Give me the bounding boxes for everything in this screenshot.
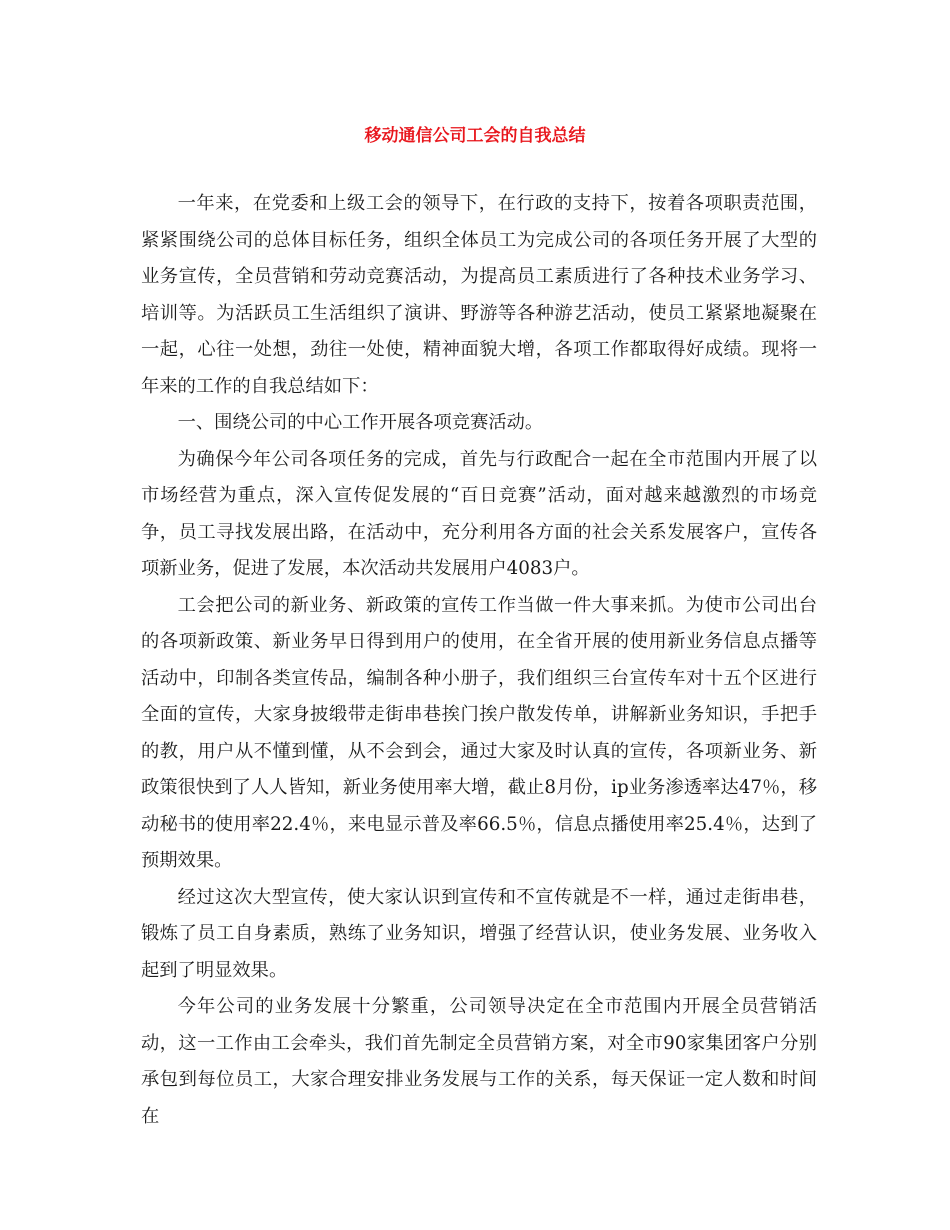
document-body — [141, 186, 817, 1135]
document-title: 移动通信公司工会的自我总结 — [364, 126, 586, 146]
paragraph-intro: 一年来，在党委和上级工会的领导下，在行政的支持下，按着各项职责范围，紧紧围绕公司的总体目标任务，组织全体员工为完成公司的各项任务开展了大型的业务宣传，全员营销和劳动竞赛活动，为提高员工素质进行了各种技术业务学习、培训等。为活跃员工生活组织了演讲、野游等各种游艺活动，使员工紧紧地凝聚在一起，心往一处想，劲往一处使，精神面貌大增，各项工作都取得好成绩。现将一年来的工作的自我总结如下： — [141, 193, 817, 397]
paragraph-marketing: 今年公司的业务发展十分繁重，公司领导决定在全市范围内开展全员营销活动，这一工作由工会牵头，我们首先制定全员营销方案，对全市90家集团客户分别承包到每位员工，大家合理安排业务发展与工作的关系，每天保证一定人数和时间在 — [141, 996, 817, 1127]
paragraph-promotion: 工会把公司的新业务、新政策的宣传工作当做一件大事来抓。为使市公司出台的各项新政策、新业务早日得到用户的使用，在全省开展的使用新业务信息点播等活动中，印制各类宣传品，编制各种小册子，我们组织三台宣传车对十五个区进行全面的宣传，大家身披缎带走街串巷挨门挨户散发传单，讲解新业务知识，手把手的教，用户从不懂到懂，从不会到会，通过大家及时认真的宣传，各项新业务、新政策很快到了人人皆知，新业务使用率大增，截止8月份，ip业务渗透率达47％，移动秘书的使用率22.4％，来电显示普及率66.5％，信息点播使用率25.4％，达到了预期效果。 — [141, 594, 817, 871]
section-heading: 一、围绕公司的中心工作开展各项竞赛活动。 — [177, 412, 544, 433]
paragraph-results: 经过这次大型宣传，使大家认识到宣传和不宣传就是不一样，通过走街串巷，锻炼了员工自身素质，熟练了业务知识，增强了经营认识，使业务发展、业务收入起到了明显效果。 — [141, 886, 817, 981]
paragraph-competition: 为确保今年公司各项任务的完成，首先与行政配合一起在全市范围内开展了以市场经营为重点，深入宣传促发展的“百日竞赛”活动，面对越来越激烈的市场竞争，员工寻找发展出路，在活动中，充分利用各方面的社会关系发展客户，宣传各项新业务，促进了发展，本次活动共发展用户4083户。 — [141, 448, 817, 579]
